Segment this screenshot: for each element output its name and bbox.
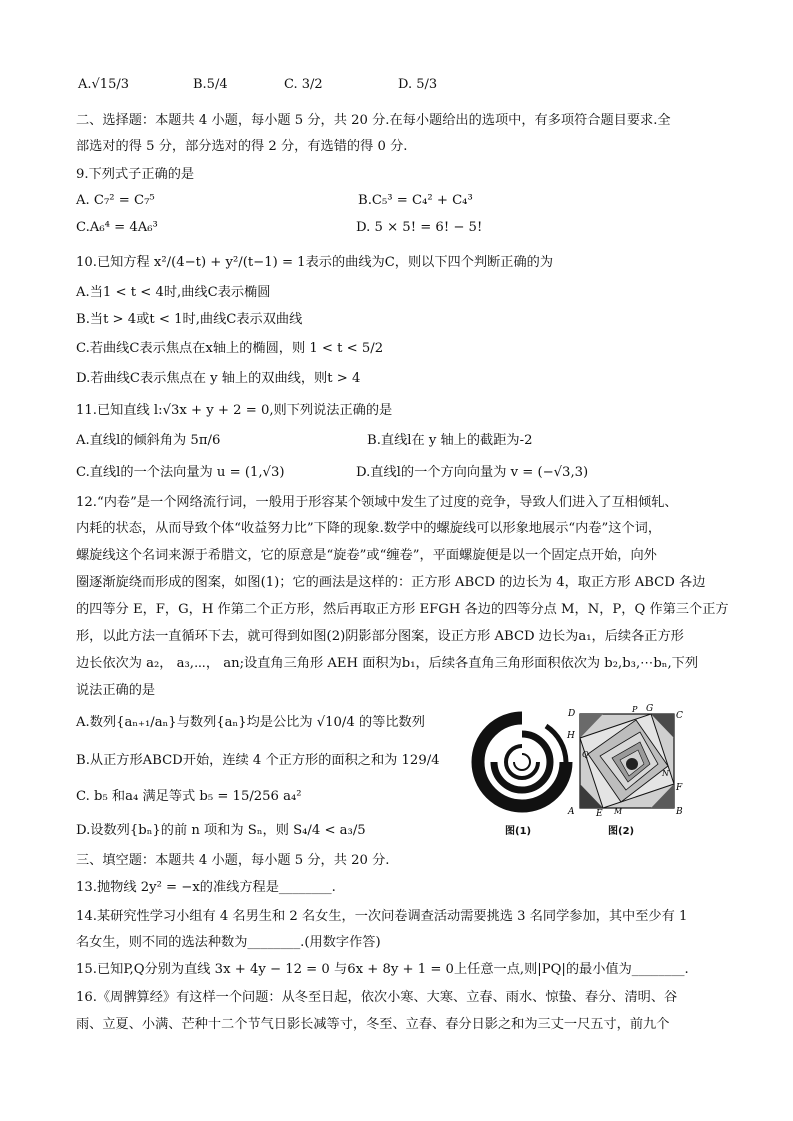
label-p: P xyxy=(632,705,638,714)
q11-option-d: D.直线l的一个方向向量为 v = (−√3,3) xyxy=(356,465,589,480)
q9-option-c: C.A₆⁴ = 4A₆³ xyxy=(76,220,158,235)
q9-option-d: D. 5 × 5! = 6! − 5! xyxy=(356,220,483,235)
q12-option-d: D.设数列{bₙ}的前 n 项和为 Sₙ，则 S₄/4 < a₃/5 xyxy=(76,823,366,838)
q11-option-c: C.直线l的一个法向量为 u = (1,√3) xyxy=(76,465,285,480)
q10-option-d: D.若曲线C表示焦点在 y 轴上的双曲线，则t > 4 xyxy=(76,371,361,386)
figure-2-caption: 图(2) xyxy=(608,826,635,837)
q11-stem: 11.已知直线 l:√3x + y + 2 = 0,则下列说法正确的是 xyxy=(76,403,393,418)
label-c: C xyxy=(676,711,683,721)
q13-text: 13.抛物线 2y² = −x的准线方程是________. xyxy=(76,880,336,895)
label-h: H xyxy=(567,731,575,741)
q8-option-c: C. 3/2 xyxy=(284,77,323,92)
label-m: M xyxy=(614,807,623,816)
q9-option-a: A. C₇² = C₇⁵ xyxy=(76,193,155,208)
q10-option-c: C.若曲线C表示焦点在x轴上的椭圆，则 1 < t < 5/2 xyxy=(76,341,384,356)
q12-option-b: B.从正方形ABCD开始，连续 4 个正方形的面积之和为 129/4 xyxy=(76,753,440,768)
figure-1-caption: 图(1) xyxy=(505,826,532,837)
q12-line6: 形，以此方法一直循环下去，就可得到如图(2)阴影部分图案，设正方形 ABCD 边长为a₁，后续各正方形 xyxy=(76,629,684,644)
label-d: D xyxy=(568,709,576,719)
section2-line1: 二、选择题：本题共 4 小题，每小题 5 分，共 20 分.在每小题给出的选项中，有多项符合题目要求.全 xyxy=(76,113,671,128)
q8-option-d: D. 5/3 xyxy=(398,77,438,92)
label-n: N xyxy=(662,769,669,778)
q9-stem: 9.下列式子正确的是 xyxy=(76,167,195,182)
nested-squares-figure-2 xyxy=(566,704,684,816)
spiral-figure-1 xyxy=(468,708,576,816)
label-f: F xyxy=(676,783,683,793)
q16-line2: 雨、立夏、小满、芒种十二个节气日影长减等寸，冬至、立春、春分日影之和为三丈一尺五寸，前九个 xyxy=(76,1017,670,1032)
q16-line1: 16.《周髀算经》有这样一个问题：从冬至日起，依次小寒、大寒、立春、雨水、惊蛰、春分、清明、谷 xyxy=(76,990,678,1005)
label-a: A xyxy=(568,807,575,816)
q8-option-a: A.√15/3 xyxy=(78,77,129,92)
q10-option-b: B.当t > 4或t < 1时,曲线C表示双曲线 xyxy=(76,312,303,327)
q8-option-b: B.5/4 xyxy=(193,77,228,92)
q12-line4: 圈逐渐旋绕而形成的图案，如图(1)；它的画法是这样的：正方形 ABCD 的边长为 4，取正方形 ABCD 各边 xyxy=(76,575,706,590)
section2-line2: 部选对的得 5 分，部分选对的得 2 分，有选错的得 0 分. xyxy=(76,139,408,154)
q9-option-b: B.C₅³ = C₄² + C₄³ xyxy=(358,193,473,208)
q12-line8: 说法正确的是 xyxy=(76,683,156,698)
q11-option-a: A.直线l的倾斜角为 5π/6 xyxy=(76,433,221,448)
q14-line1: 14.某研究性学习小组有 4 名男生和 2 名女生，一次问卷调查活动需要挑选 3 名同学参加，其中至少有 1 xyxy=(76,909,688,924)
q15-text: 15.已知P,Q分别为直线 3x + 4y − 12 = 0 与6x + 8y + 1 = 0上任意一点,则|PQ|的最小值为________. xyxy=(76,962,689,977)
label-q: Q xyxy=(582,750,589,759)
q12-line5: 的四等分 E，F，G，H 作第二个正方形，然后再取正方形 EFGH 各边的四等分点 M，N，P，Q 作第三个正方 xyxy=(76,602,729,617)
q12-option-a: A.数列{aₙ₊₁/aₙ}与数列{aₙ}均是公比为 √10/4 的等比数列 xyxy=(76,715,425,730)
label-g: G xyxy=(646,704,654,714)
q12-line7: 边长依次为 a₂， a₃,⋯， an;设直角三角形 AEH 面积为b₁，后续各直角三角形面积依次为 b₂,b₃,⋯bₙ,下列 xyxy=(76,656,699,671)
q12-line1: 12.“内卷”是一个网络流行词，一般用于形容某个领域中发生了过度的竞争，导致人们进入了互相倾轧、 xyxy=(76,495,678,510)
q12-option-c: C. b₅ 和a₄ 满足等式 b₅ = 15/256 a₄² xyxy=(76,789,302,804)
section3-title: 三、填空题：本题共 4 小题，每小题 5 分，共 20 分. xyxy=(76,853,390,868)
q12-line2: 内耗的状态，从而导致个体“收益努力比”下降的现象.数学中的螺旋线可以形象地展示“内卷”这个词， xyxy=(76,521,662,536)
label-b: B xyxy=(676,807,683,816)
q12-line3: 螺旋线这个名词来源于希腊文，它的原意是“旋卷”或“缠卷”，平面螺旋便是以一个固定点开始，向外 xyxy=(76,548,657,563)
q10-option-a: A.当1 < t < 4时,曲线C表示椭圆 xyxy=(76,285,271,300)
q14-line2: 名女生，则不同的选法种数为________.(用数字作答) xyxy=(76,935,381,950)
label-e: E xyxy=(596,809,603,816)
q10-stem: 10.已知方程 x²/(4−t) + y²/(t−1) = 1表示的曲线为C，则以下四个判断正确的为 xyxy=(76,255,554,270)
q11-option-b: B.直线l在 y 轴上的截距为-2 xyxy=(367,433,533,448)
